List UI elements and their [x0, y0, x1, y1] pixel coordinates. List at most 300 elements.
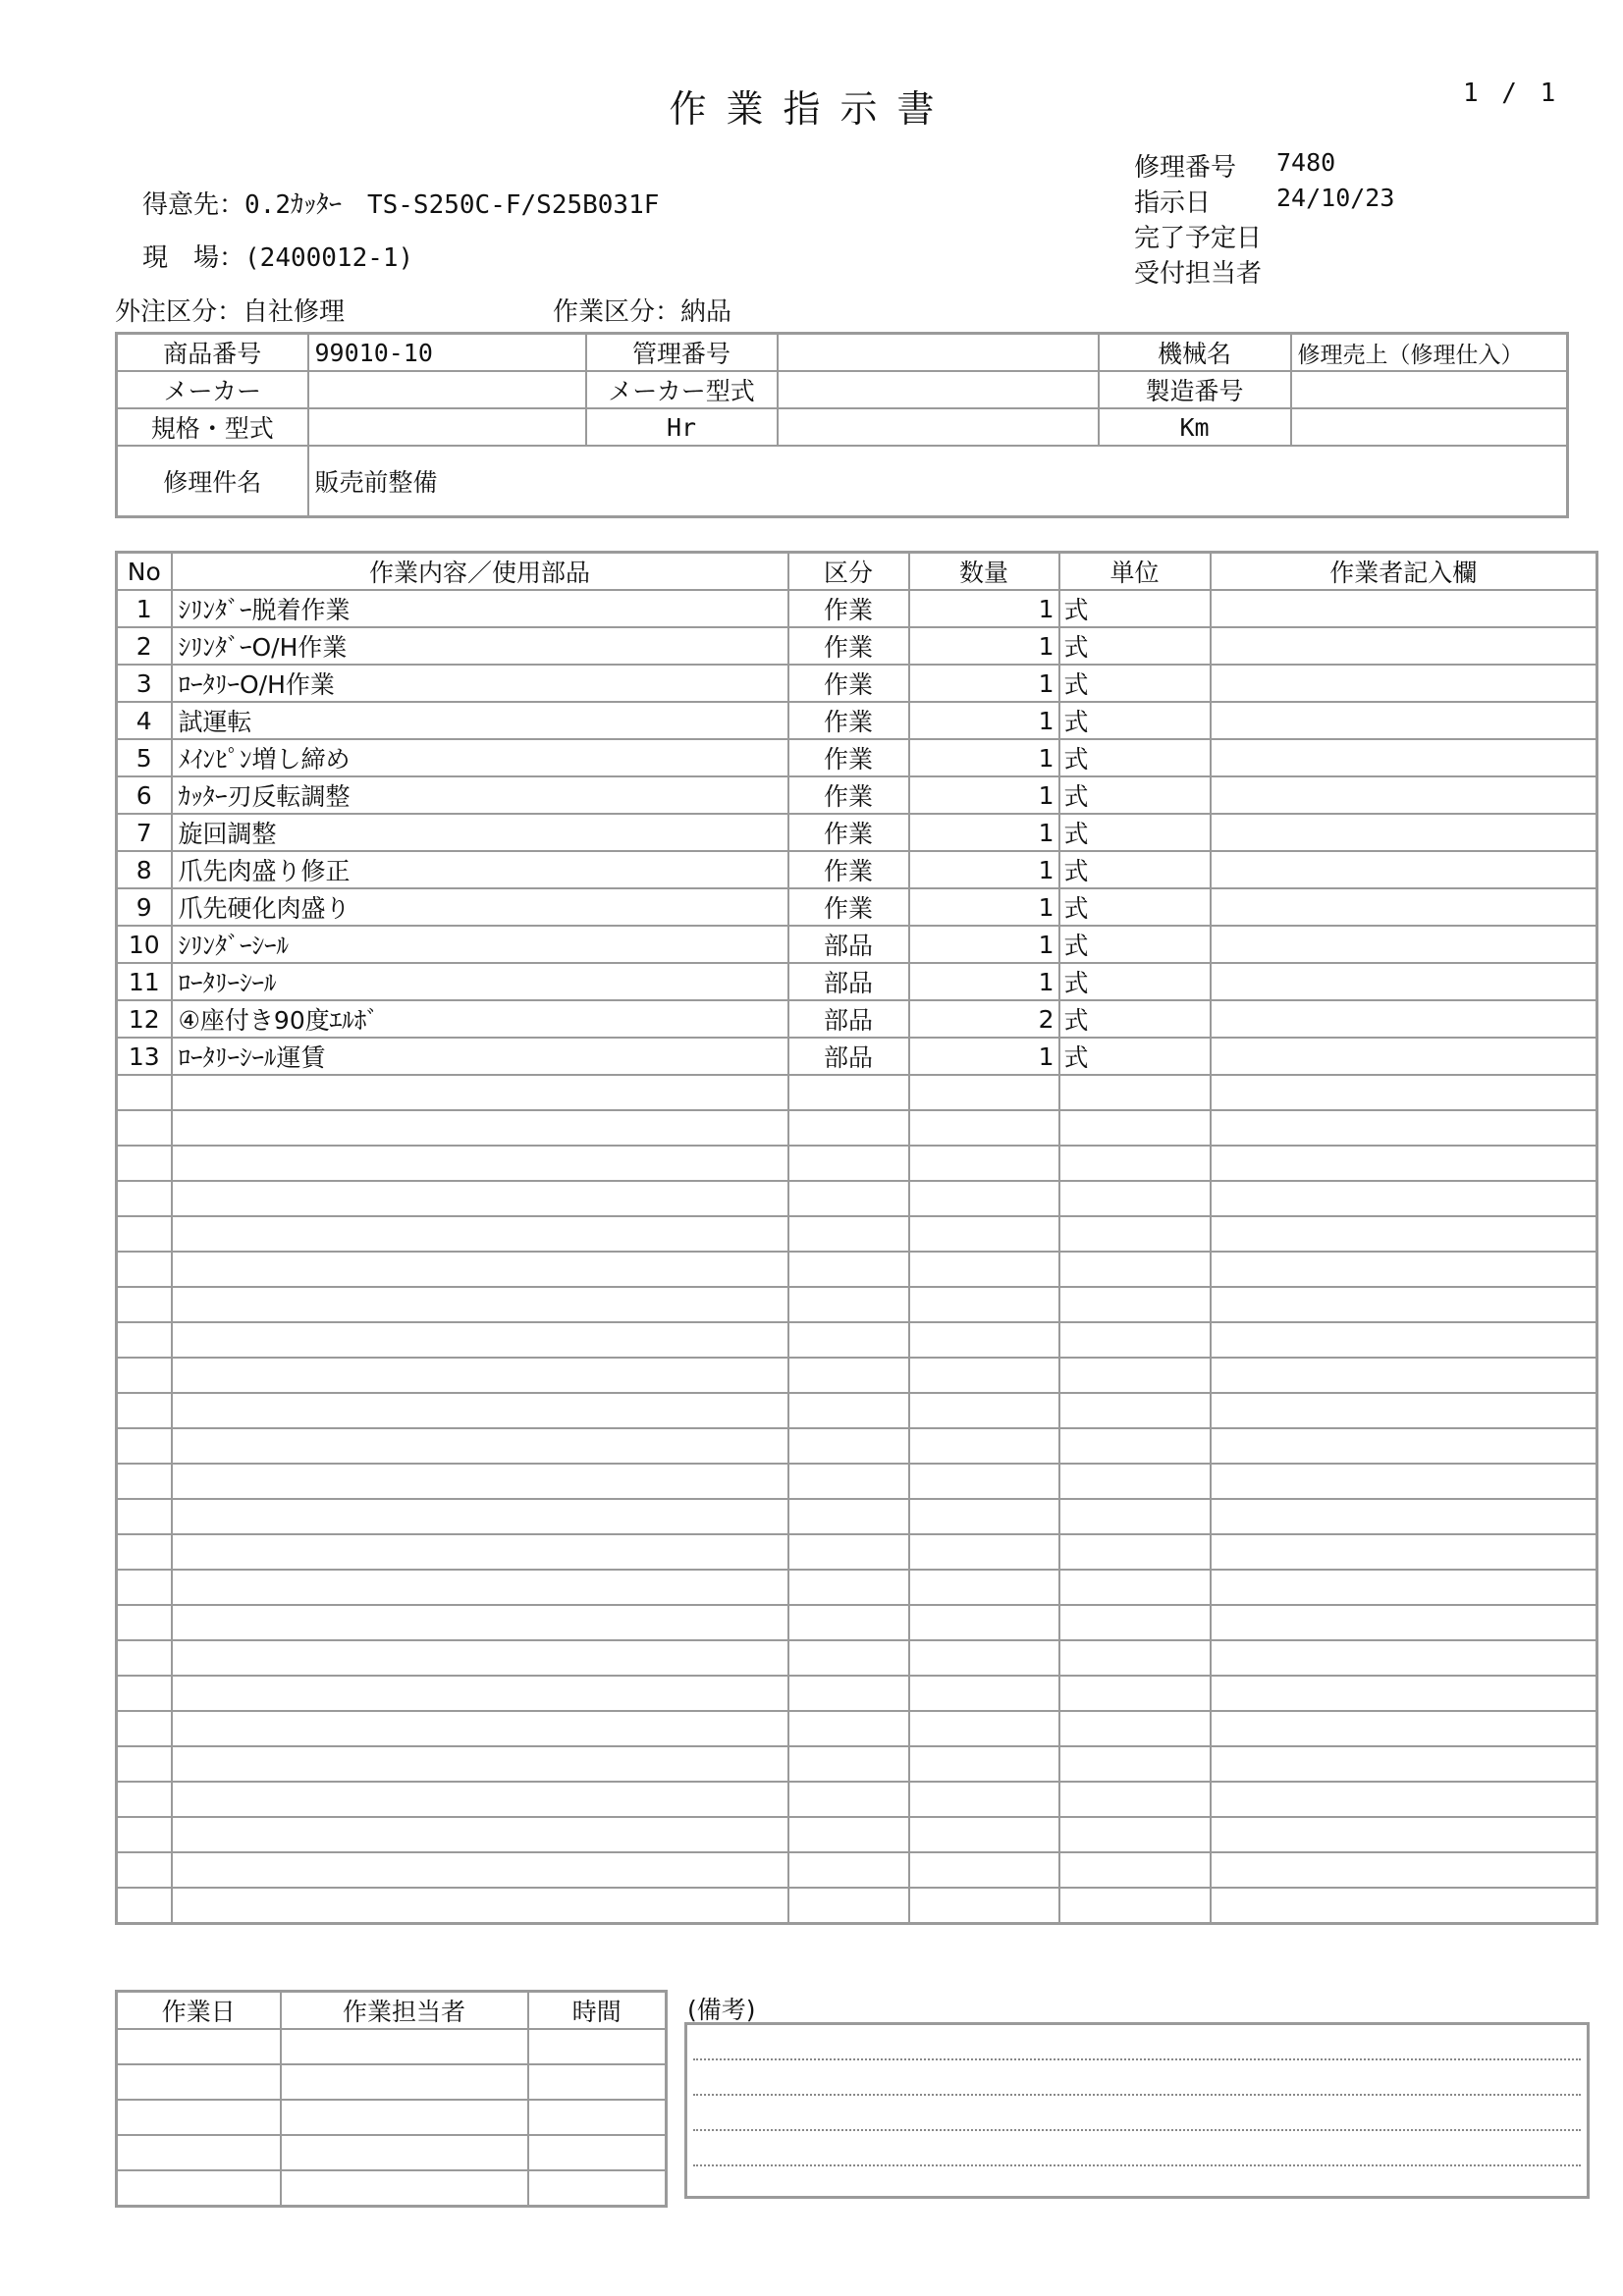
notes-line — [693, 2094, 1581, 2096]
row-category — [788, 1358, 909, 1393]
log-time-cell — [528, 2100, 667, 2135]
log-person-cell — [281, 2135, 528, 2170]
table-row — [117, 1358, 1597, 1393]
row-unit: 式 — [1059, 963, 1211, 1000]
row-quantity — [909, 1110, 1059, 1146]
customer-value: 0.2ｶｯﾀｰ TS-S250C-F/S25B031F — [244, 190, 660, 220]
notes-line — [693, 2058, 1581, 2060]
row-worker-entry — [1211, 1287, 1597, 1322]
row-content: ｼﾘﾝﾀﾞｰｼｰﾙ — [172, 926, 788, 963]
row-content — [172, 1181, 788, 1216]
row-no: 11 — [117, 963, 172, 1000]
table-row — [117, 1146, 1597, 1181]
row-worker-entry — [1211, 963, 1597, 1000]
row-category: 作業 — [788, 665, 909, 702]
row-no — [117, 1216, 172, 1252]
row-category — [788, 1605, 909, 1640]
table-row — [117, 1038, 1597, 1075]
row-worker-entry — [1211, 1358, 1597, 1393]
row-content — [172, 1711, 788, 1746]
row-worker-entry — [1211, 1393, 1597, 1428]
maker-model-value — [778, 371, 1099, 408]
row-worker-entry — [1211, 1252, 1597, 1287]
row-no — [117, 1640, 172, 1676]
site-line — [142, 238, 413, 274]
row-quantity: 1 — [909, 590, 1059, 627]
row-no — [117, 1499, 172, 1534]
table-row — [117, 1287, 1597, 1322]
row-quantity: 1 — [909, 702, 1059, 739]
row-quantity — [909, 1358, 1059, 1393]
table-row — [117, 1676, 1597, 1711]
row-no: 10 — [117, 926, 172, 963]
table-row — [117, 1000, 1597, 1038]
row-worker-entry — [1211, 814, 1597, 851]
row-quantity — [909, 1393, 1059, 1428]
row-unit — [1059, 1110, 1211, 1146]
row-content — [172, 1146, 788, 1181]
row-category — [788, 1464, 909, 1499]
row-content: ﾛｰﾀﾘｰｼｰﾙ運賃 — [172, 1038, 788, 1075]
row-category — [788, 1252, 909, 1287]
document-title: 作業指示書 — [669, 87, 954, 131]
row-no — [117, 1358, 172, 1393]
row-no: 13 — [117, 1038, 172, 1075]
table-row — [117, 1782, 1597, 1817]
row-unit — [1059, 1393, 1211, 1428]
row-quantity — [909, 1817, 1059, 1852]
work-type-value: 納品 — [680, 297, 732, 327]
info-row — [117, 446, 1568, 517]
row-content — [172, 1534, 788, 1570]
work-type-line — [553, 292, 731, 328]
row-unit — [1059, 1428, 1211, 1464]
row-worker-entry — [1211, 1000, 1597, 1038]
log-date-cell — [117, 2029, 281, 2064]
row-worker-entry — [1211, 1640, 1597, 1676]
row-content: 試運転 — [172, 702, 788, 739]
row-category — [788, 1216, 909, 1252]
row-unit: 式 — [1059, 851, 1211, 888]
repair-name-value: 販売前整備 — [308, 446, 1568, 517]
row-quantity — [909, 1605, 1059, 1640]
row-quantity — [909, 1746, 1059, 1782]
row-content: ｶｯﾀｰ刃反転調整 — [172, 776, 788, 814]
row-unit: 式 — [1059, 888, 1211, 926]
row-quantity: 1 — [909, 627, 1059, 665]
row-quantity: 1 — [909, 888, 1059, 926]
row-unit — [1059, 1499, 1211, 1534]
row-unit: 式 — [1059, 739, 1211, 776]
row-no: 2 — [117, 627, 172, 665]
row-content — [172, 1676, 788, 1711]
row-content: ﾛｰﾀﾘｰO/H作業 — [172, 665, 788, 702]
row-content: ﾛｰﾀﾘｰｼｰﾙ — [172, 963, 788, 1000]
row-quantity — [909, 1287, 1059, 1322]
row-unit — [1059, 1146, 1211, 1181]
table-row — [117, 1605, 1597, 1640]
row-no — [117, 1322, 172, 1358]
table-row — [117, 1110, 1597, 1146]
work-type-label: 作業区分： — [553, 297, 681, 327]
table-row — [117, 1075, 1597, 1110]
row-content — [172, 1216, 788, 1252]
table-row — [117, 1428, 1597, 1464]
col-category-header: 区分 — [788, 553, 909, 591]
row-unit — [1059, 1605, 1211, 1640]
row-worker-entry — [1211, 1038, 1597, 1075]
row-content — [172, 1110, 788, 1146]
row-quantity: 2 — [909, 1000, 1059, 1038]
instruction-date-value: 24/10/23 — [1276, 184, 1395, 212]
log-person-header: 作業担当者 — [281, 1992, 528, 2030]
row-unit — [1059, 1817, 1211, 1852]
info-row — [117, 408, 1568, 446]
spec-label: 規格・型式 — [117, 408, 308, 446]
outsource-value: 自社修理 — [243, 297, 346, 327]
row-content — [172, 1322, 788, 1358]
row-category: 作業 — [788, 776, 909, 814]
row-worker-entry — [1211, 1075, 1597, 1110]
row-quantity — [909, 1782, 1059, 1817]
work-log-header — [117, 1992, 667, 2030]
row-no — [117, 1146, 172, 1181]
row-unit: 式 — [1059, 665, 1211, 702]
table-row — [117, 1322, 1597, 1358]
row-no — [117, 1711, 172, 1746]
row-worker-entry — [1211, 1782, 1597, 1817]
instruction-date-label: 指示日 — [1134, 188, 1212, 218]
notes-line — [693, 2164, 1581, 2166]
row-no — [117, 1464, 172, 1499]
row-category — [788, 1711, 909, 1746]
row-content — [172, 1570, 788, 1605]
table-row — [117, 1393, 1597, 1428]
row-worker-entry — [1211, 1110, 1597, 1146]
info-table — [115, 332, 1569, 518]
row-content: 爪先硬化肉盛り — [172, 888, 788, 926]
row-worker-entry — [1211, 776, 1597, 814]
row-worker-entry — [1211, 1534, 1597, 1570]
row-no — [117, 1534, 172, 1570]
row-quantity — [909, 1534, 1059, 1570]
table-row — [117, 702, 1597, 739]
table-row — [117, 1499, 1597, 1534]
log-person-cell — [281, 2170, 528, 2207]
row-category — [788, 1110, 909, 1146]
row-content — [172, 1746, 788, 1782]
outsource-line — [115, 292, 345, 328]
table-row — [117, 776, 1597, 814]
row-no — [117, 1746, 172, 1782]
row-worker-entry — [1211, 1746, 1597, 1782]
row-worker-entry — [1211, 1570, 1597, 1605]
table-row — [117, 1640, 1597, 1676]
row-category: 作業 — [788, 702, 909, 739]
row-category — [788, 1287, 909, 1322]
row-content — [172, 1358, 788, 1393]
table-row — [117, 665, 1597, 702]
row-worker-entry — [1211, 1499, 1597, 1534]
row-worker-entry — [1211, 1605, 1597, 1640]
row-content: 爪先肉盛り修正 — [172, 851, 788, 888]
product-no-value: 99010-10 — [308, 334, 586, 372]
row-unit: 式 — [1059, 814, 1211, 851]
row-content: 旋回調整 — [172, 814, 788, 851]
management-no-label: 管理番号 — [586, 334, 778, 372]
row-category — [788, 1322, 909, 1358]
row-worker-entry — [1211, 926, 1597, 963]
col-unit-header: 単位 — [1059, 553, 1211, 591]
log-date-cell — [117, 2100, 281, 2135]
col-worker-header: 作業者記入欄 — [1211, 553, 1597, 591]
table-row — [117, 1181, 1597, 1216]
row-no: 1 — [117, 590, 172, 627]
log-person-cell — [281, 2100, 528, 2135]
row-category — [788, 1393, 909, 1428]
table-row — [117, 1852, 1597, 1888]
row-no: 8 — [117, 851, 172, 888]
repair-no-value: 7480 — [1276, 148, 1336, 177]
spec-value — [308, 408, 586, 446]
row-no — [117, 1888, 172, 1924]
row-worker-entry — [1211, 1888, 1597, 1924]
notes-label: (備考) — [687, 1996, 756, 2024]
row-content — [172, 1252, 788, 1287]
row-quantity: 1 — [909, 739, 1059, 776]
customer-label: 得意先： — [142, 190, 245, 220]
row-unit — [1059, 1852, 1211, 1888]
row-no: 9 — [117, 888, 172, 926]
row-worker-entry — [1211, 1216, 1597, 1252]
row-worker-entry — [1211, 851, 1597, 888]
log-person-cell — [281, 2029, 528, 2064]
notes-box — [684, 2022, 1590, 2199]
row-category: 作業 — [788, 814, 909, 851]
row-quantity: 1 — [909, 1038, 1059, 1075]
col-quantity-header: 数量 — [909, 553, 1059, 591]
row-no — [117, 1181, 172, 1216]
row-no — [117, 1676, 172, 1711]
row-content — [172, 1605, 788, 1640]
table-row — [117, 1534, 1597, 1570]
row-category — [788, 1499, 909, 1534]
table-row — [117, 590, 1597, 627]
serial-no-label: 製造番号 — [1099, 371, 1291, 408]
work-log-table — [115, 1990, 668, 2208]
row-worker-entry — [1211, 1322, 1597, 1358]
row-quantity: 1 — [909, 665, 1059, 702]
serial-no-value — [1291, 371, 1568, 408]
row-category — [788, 1888, 909, 1924]
outsource-label: 外注区分： — [115, 297, 243, 327]
row-worker-entry — [1211, 1676, 1597, 1711]
row-quantity: 1 — [909, 963, 1059, 1000]
table-row — [117, 926, 1597, 963]
row-no — [117, 1393, 172, 1428]
row-content — [172, 1287, 788, 1322]
km-label: Km — [1099, 408, 1291, 446]
row-no: 6 — [117, 776, 172, 814]
row-content — [172, 1817, 788, 1852]
row-worker-entry — [1211, 1817, 1597, 1852]
row-category: 部品 — [788, 926, 909, 963]
row-quantity — [909, 1075, 1059, 1110]
maker-label: メーカー — [117, 371, 308, 408]
row-content: ｼﾘﾝﾀﾞｰ脱着作業 — [172, 590, 788, 627]
table-row — [117, 963, 1597, 1000]
row-category: 作業 — [788, 888, 909, 926]
row-quantity — [909, 1464, 1059, 1499]
row-content — [172, 1782, 788, 1817]
row-category — [788, 1181, 909, 1216]
log-time-cell — [528, 2170, 667, 2207]
row-no: 3 — [117, 665, 172, 702]
row-unit — [1059, 1464, 1211, 1499]
work-table — [115, 551, 1598, 1925]
row-content — [172, 1464, 788, 1499]
table-row — [117, 1252, 1597, 1287]
row-worker-entry — [1211, 702, 1597, 739]
row-content — [172, 1499, 788, 1534]
row-unit: 式 — [1059, 627, 1211, 665]
table-row — [117, 814, 1597, 851]
row-quantity — [909, 1852, 1059, 1888]
table-row — [117, 2029, 667, 2064]
row-quantity — [909, 1216, 1059, 1252]
reception-label: 受付担当者 — [1134, 259, 1263, 289]
row-quantity: 1 — [909, 814, 1059, 851]
table-row — [117, 627, 1597, 665]
row-category: 作業 — [788, 627, 909, 665]
row-unit — [1059, 1216, 1211, 1252]
row-worker-entry — [1211, 1146, 1597, 1181]
row-worker-entry — [1211, 739, 1597, 776]
row-unit — [1059, 1358, 1211, 1393]
row-unit — [1059, 1322, 1211, 1358]
log-time-header: 時間 — [528, 1992, 667, 2030]
row-quantity — [909, 1146, 1059, 1181]
row-worker-entry — [1211, 888, 1597, 926]
repair-no-label: 修理番号 — [1134, 153, 1237, 183]
table-row — [117, 2135, 667, 2170]
row-category — [788, 1817, 909, 1852]
row-category — [788, 1570, 909, 1605]
management-no-value — [778, 334, 1099, 372]
row-quantity — [909, 1181, 1059, 1216]
table-row — [117, 888, 1597, 926]
row-category — [788, 1146, 909, 1181]
row-no — [117, 1428, 172, 1464]
table-row — [117, 1711, 1597, 1746]
row-category: 作業 — [788, 590, 909, 627]
log-date-cell — [117, 2064, 281, 2100]
row-quantity — [909, 1676, 1059, 1711]
maker-value — [308, 371, 586, 408]
row-unit: 式 — [1059, 1000, 1211, 1038]
notes-line — [693, 2129, 1581, 2131]
due-date-label: 完了予定日 — [1134, 224, 1263, 253]
row-content: ﾒｲﾝﾋﾟﾝ増し締め — [172, 739, 788, 776]
row-unit: 式 — [1059, 1038, 1211, 1075]
table-row — [117, 2064, 667, 2100]
machine-name-label: 機械名 — [1099, 334, 1291, 372]
row-worker-entry — [1211, 1852, 1597, 1888]
row-content — [172, 1075, 788, 1110]
row-unit — [1059, 1746, 1211, 1782]
row-no — [117, 1817, 172, 1852]
row-unit — [1059, 1181, 1211, 1216]
row-quantity — [909, 1640, 1059, 1676]
table-row — [117, 1888, 1597, 1924]
row-category — [788, 1640, 909, 1676]
row-no — [117, 1782, 172, 1817]
row-no — [117, 1605, 172, 1640]
row-no: 7 — [117, 814, 172, 851]
row-category: 部品 — [788, 1038, 909, 1075]
log-date-header: 作業日 — [117, 1992, 281, 2030]
row-unit — [1059, 1640, 1211, 1676]
table-row — [117, 1746, 1597, 1782]
row-worker-entry — [1211, 1181, 1597, 1216]
log-time-cell — [528, 2135, 667, 2170]
row-unit: 式 — [1059, 926, 1211, 963]
product-no-label: 商品番号 — [117, 334, 308, 372]
site-label: 現 場： — [142, 243, 245, 273]
row-content — [172, 1888, 788, 1924]
log-person-cell — [281, 2064, 528, 2100]
row-content — [172, 1428, 788, 1464]
col-no-header: No — [117, 553, 172, 591]
table-row — [117, 1817, 1597, 1852]
row-unit — [1059, 1287, 1211, 1322]
row-quantity — [909, 1252, 1059, 1287]
km-value — [1291, 408, 1568, 446]
site-value: (2400012-1) — [244, 243, 414, 273]
row-category — [788, 1746, 909, 1782]
log-time-cell — [528, 2064, 667, 2100]
info-row — [117, 334, 1568, 372]
machine-name-value: 修理売上（修理仕入） — [1291, 334, 1568, 372]
row-worker-entry — [1211, 1711, 1597, 1746]
log-date-cell — [117, 2135, 281, 2170]
row-no — [117, 1570, 172, 1605]
row-no — [117, 1287, 172, 1322]
row-category: 作業 — [788, 739, 909, 776]
hr-label: Hr — [586, 408, 778, 446]
row-quantity — [909, 1499, 1059, 1534]
row-category — [788, 1852, 909, 1888]
row-category — [788, 1534, 909, 1570]
row-category — [788, 1075, 909, 1110]
row-quantity: 1 — [909, 776, 1059, 814]
row-quantity — [909, 1711, 1059, 1746]
row-quantity — [909, 1570, 1059, 1605]
row-unit: 式 — [1059, 776, 1211, 814]
customer-line — [142, 185, 659, 221]
row-worker-entry — [1211, 1428, 1597, 1464]
row-worker-entry — [1211, 590, 1597, 627]
row-no: 5 — [117, 739, 172, 776]
table-row — [117, 851, 1597, 888]
col-content-header: 作業内容／使用部品 — [172, 553, 788, 591]
row-no — [117, 1852, 172, 1888]
row-category — [788, 1782, 909, 1817]
work-table-header — [117, 553, 1597, 591]
row-quantity — [909, 1888, 1059, 1924]
table-row — [117, 739, 1597, 776]
table-row — [117, 2100, 667, 2135]
